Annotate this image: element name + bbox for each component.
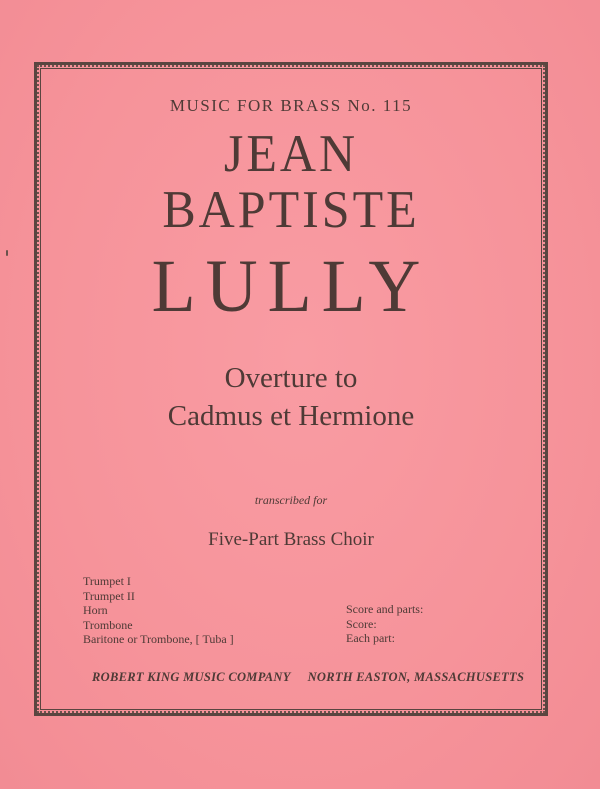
ensemble-title: Five-Part Brass Choir [208, 529, 374, 550]
work-title-line-1: Overture to [224, 362, 358, 394]
instrument-item: Baritone or Trombone, [ Tuba ] [83, 632, 234, 646]
instrument-item: Trumpet II [83, 588, 135, 603]
pricing-item: Score and parts: [346, 602, 424, 616]
work-title-line-2: Cadmus et Hermione [167, 400, 415, 432]
instrument-list [83, 574, 234, 647]
series-title: MUSIC FOR BRASS No. 115 [169, 96, 413, 115]
transcribed-for-label: transcribed for [254, 493, 328, 507]
instrument-item: Trombone [83, 617, 133, 632]
instrument-item: Horn [83, 603, 108, 617]
publisher-location: NORTH EASTON, MASSACHUSETTS [307, 670, 525, 684]
pricing-list [346, 602, 423, 646]
publisher-line [92, 670, 524, 685]
pricing-item: Each part: [346, 631, 395, 645]
composer-first-name: JEAN [223, 123, 359, 183]
publisher-name: ROBERT KING MUSIC COMPANY [92, 670, 291, 684]
composer-middle-name: BAPTISTE [162, 179, 420, 239]
composer-last-name: LULLY [151, 244, 431, 328]
instrument-item: Trumpet I [83, 574, 131, 588]
pricing-item: Score: [346, 616, 377, 631]
paper-speck [6, 250, 8, 256]
